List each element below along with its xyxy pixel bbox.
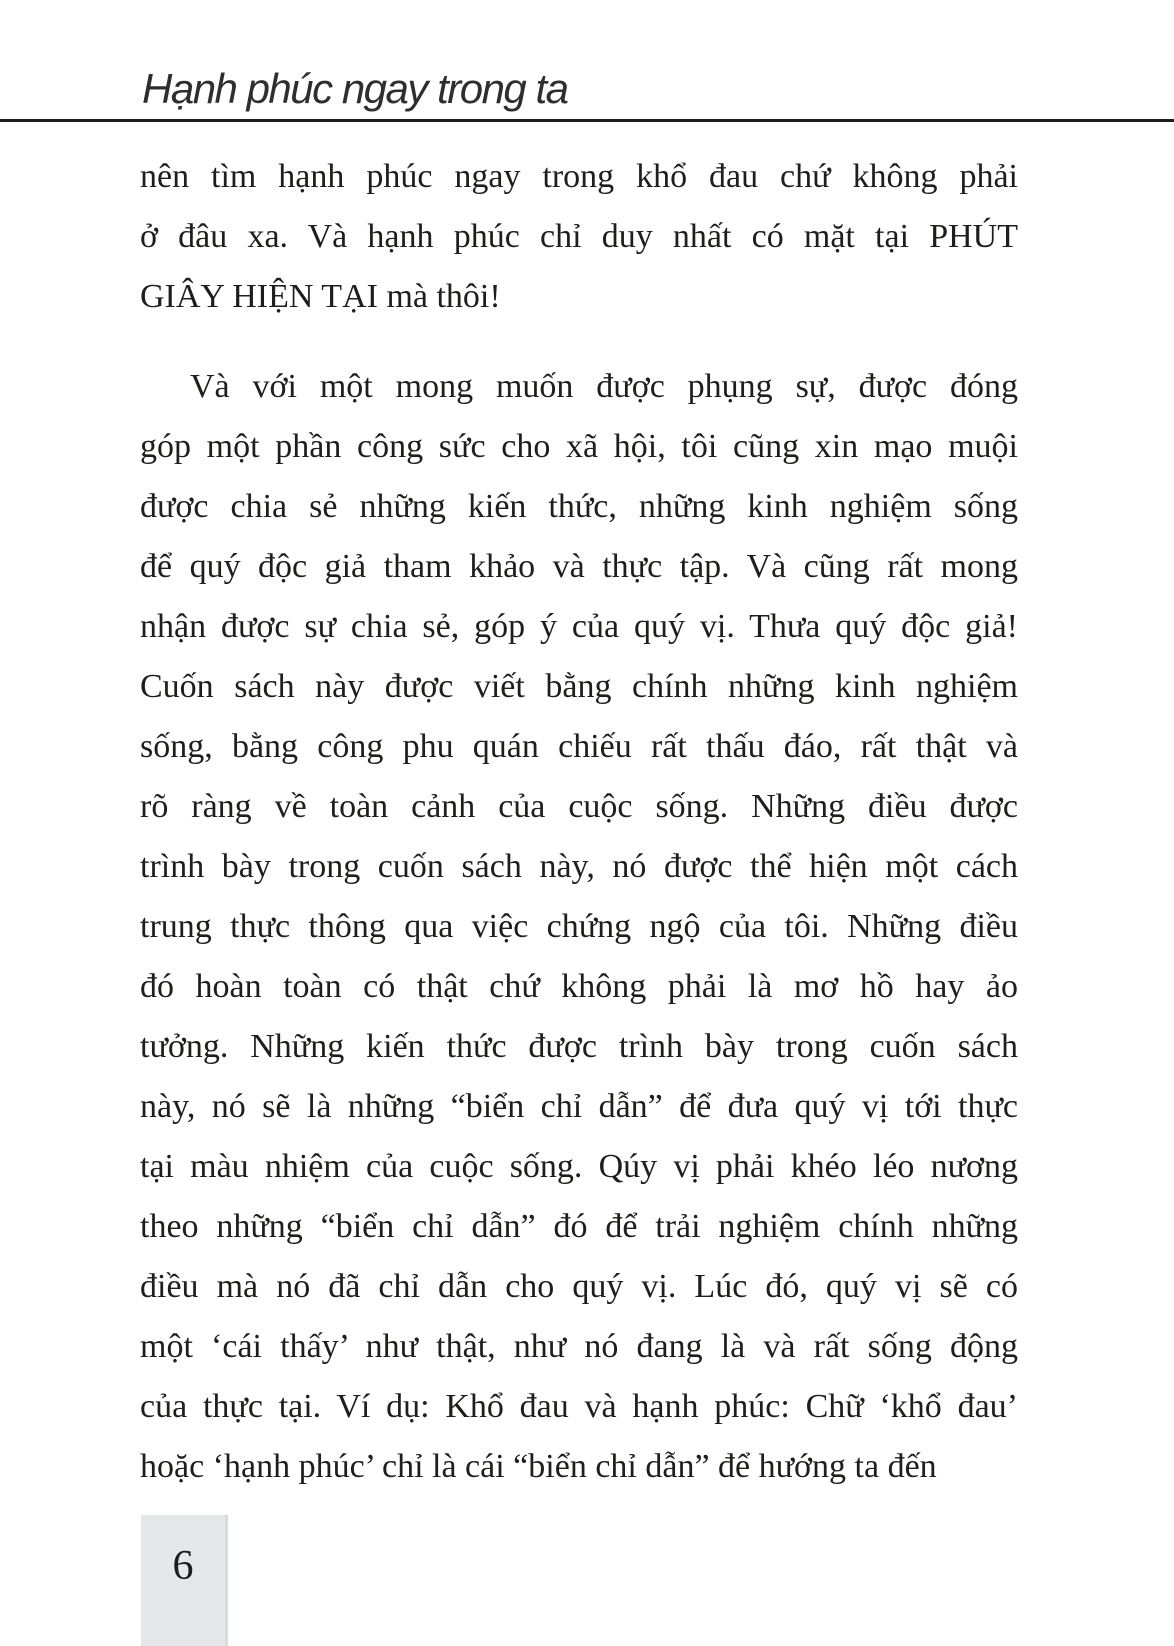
text-line: ở đâu xa. Và hạnh phúc chỉ duy nhất có mặt tại PHÚT (140, 218, 1018, 255)
text-line: một ‘cái thấy’ như thật, như nó đang là và rất sống động (140, 1328, 1018, 1365)
page-body (140, 147, 1018, 1497)
text-line: hoặc ‘hạnh phúc’ chỉ là cái “biển chỉ dẫn” để hướng ta đến (140, 1448, 937, 1485)
paragraph (140, 357, 1018, 1497)
text-line: nên tìm hạnh phúc ngay trong khổ đau chứ không phải (140, 158, 1018, 195)
text-line: của thực tại. Ví dụ: Khổ đau và hạnh phúc: Chữ ‘khổ đau’ (140, 1388, 1018, 1425)
text-line: đó hoàn toàn có thật chứ không phải là mơ hồ hay ảo (140, 968, 1018, 1005)
text-line: tưởng. Những kiến thức được trình bày trong cuốn sách (140, 1028, 1018, 1065)
text-line: góp một phần công sức cho xã hội, tôi cũng xin mạo muội (140, 428, 1018, 465)
text-line: trình bày trong cuốn sách này, nó được thể hiện một cách (140, 848, 1018, 885)
page-number: 6 (172, 1543, 194, 1589)
paragraph (140, 147, 1018, 327)
text-line: được chia sẻ những kiến thức, những kinh nghiệm sống (140, 488, 1018, 525)
text-line: Cuốn sách này được viết bằng chính những kinh nghiệm (140, 668, 1018, 705)
text-line: tại màu nhiệm của cuộc sống. Qúy vị phải khéo léo nương (140, 1148, 1018, 1185)
text-line: nhận được sự chia sẻ, góp ý của quý vị. Thưa quý độc giả! (140, 608, 1018, 645)
header-rule (0, 119, 1174, 122)
text-line: điều mà nó đã chỉ dẫn cho quý vị. Lúc đó, quý vị sẽ có (140, 1268, 1018, 1305)
text-line: GIÂY HIỆN TẠI mà thôi! (140, 278, 501, 315)
page-number-box (141, 1515, 228, 1646)
text-line: để quý độc giả tham khảo và thực tập. Và cũng rất mong (140, 548, 1018, 585)
text-line: trung thực thông qua việc chứng ngộ của tôi. Những điều (140, 908, 1018, 945)
text-line: này, nó sẽ là những “biển chỉ dẫn” để đưa quý vị tới thực (140, 1088, 1018, 1125)
running-header-title: Hạnh phúc ngay trong ta (142, 65, 568, 112)
text-line: theo những “biển chỉ dẫn” đó để trải nghiệm chính những (140, 1208, 1018, 1245)
text-line: rõ ràng về toàn cảnh của cuộc sống. Những điều được (140, 788, 1018, 825)
text-line: sống, bằng công phu quán chiếu rất thấu đáo, rất thật và (140, 728, 1018, 765)
text-line: Và với một mong muốn được phụng sự, được đóng (190, 368, 1018, 405)
